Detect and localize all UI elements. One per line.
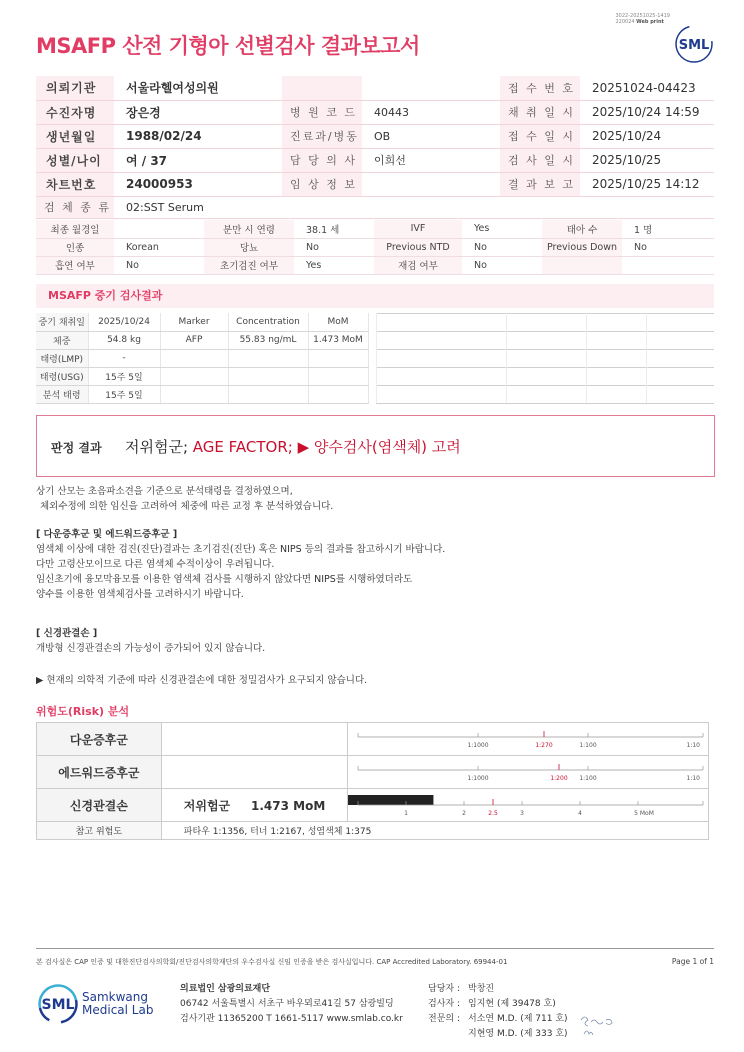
info-label: 결 과 보 고: [500, 172, 580, 196]
report-title: MSAFP 산전 기형아 선별검사 결과보고서: [36, 34, 420, 58]
info-value: 2025/10/24 14:59: [580, 100, 714, 124]
mid-result-cell: 2025/10/24: [88, 313, 160, 331]
samkwang-logo-icon: [36, 982, 80, 1026]
judgement-box: [36, 415, 715, 477]
clinical-value: [114, 220, 204, 238]
mid-result-cell: [228, 349, 308, 367]
mid-result-table: [36, 313, 369, 404]
clinical-value: 38.1 세: [294, 220, 374, 238]
tick-label: 1:10: [686, 742, 700, 749]
clinical-label: 초기검진 여부: [204, 256, 294, 274]
mid-result-cell: 55.83 ng/mL: [228, 331, 308, 349]
clinical-value: No: [462, 238, 542, 256]
clinical-label: Previous NTD: [374, 238, 462, 256]
mid-result-row: [36, 331, 368, 349]
mid-result-cell: Marker: [160, 313, 228, 331]
samkwang-logo: SML Samkwang Medical Lab: [36, 982, 80, 1029]
info-value: OB: [362, 124, 500, 148]
judgement-value: 저위험군; AGE FACTOR; ▶ 양수검사(염색체) 고려: [125, 438, 461, 456]
tick-label: 5 MoM: [633, 810, 654, 817]
specimen-label: 검 체 종 류: [36, 196, 114, 218]
risk-table: [36, 722, 709, 840]
clinical-info-row: [36, 238, 714, 256]
info-value: [362, 76, 500, 100]
mid-result-cell: [228, 367, 308, 385]
info-value: 40443: [362, 100, 500, 124]
info-label: 임 상 정 보: [282, 172, 362, 196]
clinical-value: No: [462, 256, 542, 274]
info-label: 접 수 번 호: [500, 76, 580, 100]
patient-info-row: [36, 100, 714, 124]
clinical-value: Yes: [462, 220, 542, 238]
info-label: 검 사 일 시: [500, 148, 580, 172]
analysis-note: 상기 산모는 초음파소견을 기준으로 분석태령을 결정하였으며, 체외수정에 의한 임신을 고려하여 체중에 따른 교정 후 분석하였습니다.: [36, 486, 334, 512]
reference-risk-value: 파타우 1:1356, 터너 1:2167, 성염색체 1:375: [161, 822, 708, 840]
mid-result-header: MSAFP 중기 검사결과: [36, 284, 714, 308]
risk-label-edwards: 에드워드증후군: [37, 756, 162, 789]
info-value: 이희선: [362, 148, 500, 172]
risk-axis-ntd: [347, 789, 708, 822]
staff-info: 담당자 : 박창진 검사자 : 임지현 (제 39478 호) 전문의 : 서소연 M.D. (제 711 호) 지현영 M.D. (제 333 호): [428, 984, 568, 1039]
organization-info: 의료법인 삼광의료재단 06742 서울특별시 서초구 바우뫼로41길 57 삼광빌딩 검사기관 11365200 T 1661-5117 www.smlab.co.kr: [180, 984, 403, 1024]
info-label: 의뢰기관: [36, 76, 114, 100]
tick-label: 1: [403, 810, 408, 817]
info-value: 서울라헬여성의원: [114, 76, 282, 100]
empty-result-grid: [376, 313, 714, 403]
info-value: 24000953: [114, 172, 282, 196]
mid-result-label: 분석 태령: [36, 385, 88, 403]
sml-logo-icon: [674, 24, 714, 64]
info-label: 진료과/병동: [282, 124, 362, 148]
mid-result-cell: 54.8 kg: [88, 331, 160, 349]
info-label: 담 당 의 사: [282, 148, 362, 172]
clinical-label: 흡연 여부: [36, 256, 114, 274]
info-label: 성별/나이: [36, 148, 114, 172]
info-value: 장은경: [114, 100, 282, 124]
mid-result-label: 체중: [36, 331, 88, 349]
tick-label: 1:100: [579, 775, 597, 782]
page-number: Page 1 of 1: [671, 957, 714, 966]
clinical-value: No: [294, 238, 374, 256]
mid-result-cell: [228, 385, 308, 403]
mid-result-label: 중기 채취일: [36, 313, 88, 331]
info-label: 채 취 일 시: [500, 100, 580, 124]
mid-result-cell: MoM: [308, 313, 368, 331]
patient-info-row: [36, 124, 714, 148]
patient-info-table: [36, 76, 714, 219]
info-value: 20251024-04423: [580, 76, 714, 100]
mid-result-cell: [160, 385, 228, 403]
clinical-value: No: [114, 256, 204, 274]
mid-result-cell: [308, 367, 368, 385]
reference-risk-label: 참고 위험도: [37, 822, 162, 840]
tick-label: 1:1000: [467, 742, 489, 749]
clinical-info-row: [36, 220, 714, 238]
clinical-value: [622, 256, 714, 274]
tick-label-cutoff: 2.5: [487, 810, 498, 817]
clinical-label: 당뇨: [204, 238, 294, 256]
patient-info-row: [36, 172, 714, 196]
patient-info-row: [36, 148, 714, 172]
info-label: 병 원 코 드: [282, 100, 362, 124]
mid-result-row: [36, 385, 368, 403]
info-value: 2025/10/24: [580, 124, 714, 148]
clinical-label: 분만 시 연령: [204, 220, 294, 238]
tick-label: 1:10: [686, 775, 700, 782]
clinical-label: 태아 수: [542, 220, 622, 238]
risk-label-down: 다운증후군: [37, 723, 162, 756]
mid-result-label: 태령(USG): [36, 367, 88, 385]
info-label: 수진자명: [36, 100, 114, 124]
risk-title: 위험도(Risk) 분석: [36, 705, 130, 718]
tick-label-cutoff: 1:200: [550, 775, 568, 782]
info-value: 여 / 37: [114, 148, 282, 172]
mid-result-cell: [308, 385, 368, 403]
tick-label: 4: [577, 810, 582, 817]
clinical-info-row: [36, 256, 714, 274]
info-value: 1988/02/24: [114, 124, 282, 148]
mid-result-row: [36, 349, 368, 367]
mid-result-cell: Concentration: [228, 313, 308, 331]
mid-result-cell: 1.473 MoM: [308, 331, 368, 349]
down-edwards-note: [ 다운증후군 및 에드워드증후군 ] 염색체 이상에 대한 검진(진단)결과는 초기검진(진단) 혹은 NIPS 등의 결과를 참고하시기 바랍니다. 다만 고령산모이므로 다른 염색체 수적이상이 우려됩니다. 임신초기에 융모막융모를 이용한 염색체 검사를 시행하지 않았다면 NIPS를 시행하였더라도 양수를 이용한 염색체검사를 고려하시기 바랍니다.: [36, 529, 446, 600]
ntd-recommendation: ▶ 현재의 의학적 기준에 따라 신경관결손에 대한 정밀검사가 요구되지 않습니다.: [36, 675, 368, 686]
tick-label: 2: [461, 810, 466, 817]
mid-result-cell: AFP: [160, 331, 228, 349]
mid-result-cell: [160, 367, 228, 385]
clinical-info-table: [36, 220, 714, 275]
clinical-value: Korean: [114, 238, 204, 256]
info-label: [282, 76, 362, 100]
mid-result-label: 태령(LMP): [36, 349, 88, 367]
patient-info-row: [36, 76, 714, 100]
info-value: 2025/10/25 14:12: [580, 172, 714, 196]
mid-result-cell: [160, 349, 228, 367]
tick-label: 1:100: [579, 742, 597, 749]
clinical-value: 1 명: [622, 220, 714, 238]
tick-label-cutoff: 1:270: [535, 742, 553, 749]
clinical-label: [542, 256, 622, 274]
risk-value-edwards: [161, 756, 347, 789]
clinical-label: 최종 월경일: [36, 220, 114, 238]
info-label: 접 수 일 시: [500, 124, 580, 148]
info-value: [362, 172, 500, 196]
tick-label: 3: [519, 810, 524, 817]
clinical-value: Yes: [294, 256, 374, 274]
clinical-label: Previous Down: [542, 238, 622, 256]
accreditation-note: 본 검사실은 CAP 인증 및 대한진단검사의학회/진단검사의학재단의 우수검사실 신임 인증을 받은 검사실입니다. CAP Accredited Laboratory. 69944-01: [36, 958, 508, 966]
risk-value-down: [161, 723, 347, 756]
svg-text:SML: SML: [678, 38, 710, 53]
risk-axis-edwards: [347, 756, 708, 789]
mid-result-row: [36, 313, 368, 331]
svg-text:SML: SML: [41, 997, 75, 1013]
clinical-value: No: [622, 238, 714, 256]
ntd-note: [ 신경관결손 ] 개방형 신경관결손의 가능성이 증가되어 있지 않습니다.: [36, 628, 266, 654]
footer-divider: [36, 948, 714, 949]
mid-result-cell: [308, 349, 368, 367]
mid-result-cell: 15주 5일: [88, 385, 160, 403]
specimen-row: [36, 196, 714, 218]
info-label: 차트번호: [36, 172, 114, 196]
risk-value-ntd: 저위험군 1.473 MoM: [161, 789, 347, 822]
specimen-value: 02:SST Serum: [114, 196, 714, 218]
mid-result-row: [36, 367, 368, 385]
report-code: 3022-20251025-1419 220024 Web print: [615, 13, 670, 25]
info-label: 생년월일: [36, 124, 114, 148]
signature-icon: [578, 1010, 618, 1040]
info-value: 2025/10/25: [580, 148, 714, 172]
clinical-label: 재검 여부: [374, 256, 462, 274]
risk-label-ntd: 신경관결손: [37, 789, 162, 822]
clinical-label: 인종: [36, 238, 114, 256]
mid-result-cell: 15주 5일: [88, 367, 160, 385]
clinical-label: IVF: [374, 220, 462, 238]
risk-axis-down: [347, 723, 708, 756]
tick-label: 1:1000: [467, 775, 489, 782]
judgement-label: 판정 결과: [51, 441, 102, 455]
mom-bar: [348, 795, 433, 805]
mid-result-cell: -: [88, 349, 160, 367]
